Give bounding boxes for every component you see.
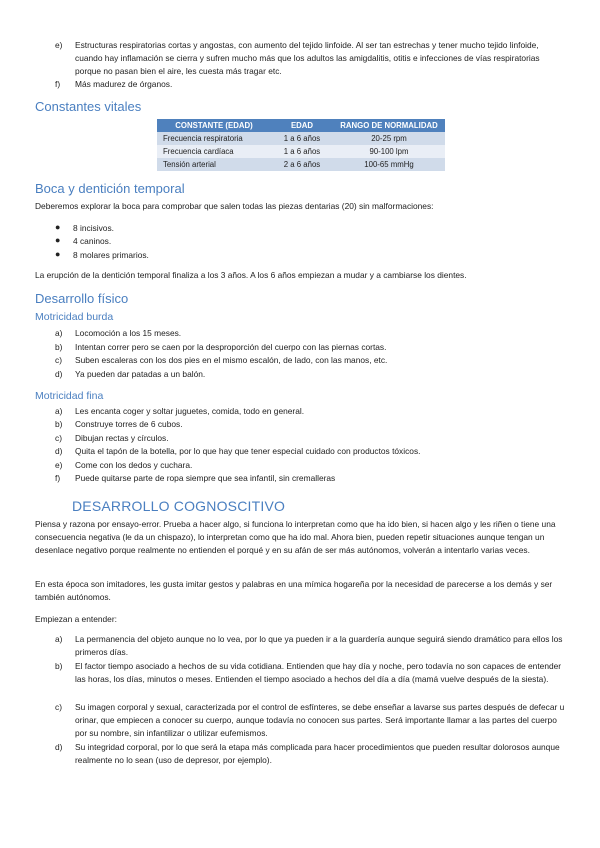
- bullet-icon: ●: [55, 222, 61, 232]
- paragraph: Piensa y razona por ensayo-error. Prueba a hacer algo, si funciona lo interpretan como que ha ido bien, si hacen algo y les riñen o tiene una consecuencia negativa (le da un chispazo), lo interpretan como que ha ido mal. Ahora bien, pueden repetir situaciones aunque tengan un desenlace negativo porque realmente no entienden el porqué y en su afán de ser más autónomos, volverán a intentarlo varias veces.: [35, 519, 556, 555]
- list-item: Suben escaleras con los dos pies en el mismo escalón, de lado, con las manos, etc.: [75, 355, 388, 365]
- section-heading-desarrollo: Desarrollo físico: [35, 291, 129, 306]
- table-cell: 1 a 6 años: [271, 132, 333, 145]
- list-item: Estructuras respiratorias cortas y angostas, con aumento del tejido linfoide. Al ser tan estrechas y tener mucho tejido linfoide, cuando hay inflamación se cierra y sufren mucho más que los adultos las amigdalitis, otitis e infecciones de vías respiratorias porque no pasan bien el aire, les cuesta más tragar etc.: [75, 40, 540, 76]
- list-letter: e): [55, 40, 63, 50]
- list-item: 8 incisivos.: [73, 223, 114, 233]
- bullet-icon: ●: [55, 235, 61, 245]
- list-item: Dibujan rectas y círculos.: [75, 433, 169, 443]
- paragraph: Deberemos explorar la boca para comprobar que salen todas las piezas dentarias (20) sin malformaciones:: [35, 201, 434, 211]
- bullet-icon: ●: [55, 249, 61, 259]
- list-item: Les encanta coger y soltar juguetes, comida, todo en general.: [75, 406, 305, 416]
- list-item: 8 molares primarios.: [73, 250, 149, 260]
- table-cell: 1 a 6 años: [271, 145, 333, 158]
- paragraph-lead: Empiezan a entender:: [35, 614, 117, 624]
- table-cell: Frecuencia cardíaca: [157, 145, 271, 158]
- list-item: Ya pueden dar patadas a un balón.: [75, 369, 206, 379]
- table-header-cell: EDAD: [271, 119, 333, 132]
- list-item: Puede quitarse parte de ropa siempre que sea infantil, sin cremalleras: [75, 473, 336, 483]
- list-letter: d): [55, 369, 63, 379]
- section-heading-cognitivo: DESARROLLO COGNOSCITIVO: [72, 498, 286, 514]
- list-item: Intentan correr pero se caen por la desproporción del cuerpo con las piernas cortas.: [75, 342, 387, 352]
- list-letter: b): [55, 661, 63, 671]
- table-cell: Tensión arterial: [157, 158, 271, 171]
- table-header-row: [157, 119, 445, 132]
- list-letter: d): [55, 742, 63, 752]
- list-letter: a): [55, 406, 63, 416]
- table-row: [157, 145, 445, 158]
- section-heading-boca: Boca y dentición temporal: [35, 181, 185, 196]
- list-letter: b): [55, 419, 63, 429]
- list-letter: c): [55, 702, 62, 712]
- list-letter: e): [55, 460, 63, 470]
- table-row: [157, 158, 445, 171]
- list-item: Construye torres de 6 cubos.: [75, 419, 183, 429]
- list-item: Más madurez de órganos.: [75, 79, 173, 89]
- table-cell: 90-100 lpm: [333, 145, 445, 158]
- list-item: El factor tiempo asociado a hechos de su vida cotidiana. Entienden que hay día y noche, pero todavía no son capaces de entender las horas, los días, minutos o meses. Entienden el tiempo asociado a hechos del día a día (mamá vuelve después de la siesta).: [75, 661, 562, 684]
- paragraph: La erupción de la dentición temporal finaliza a los 3 años. A los 6 años empiezan a mudar y a cambiarse los dientes.: [35, 270, 467, 280]
- list-letter: f): [55, 473, 61, 483]
- list-letter: f): [55, 79, 61, 89]
- vitals-table: [157, 119, 445, 171]
- table-cell: 20-25 rpm: [333, 132, 445, 145]
- list-letter: d): [55, 446, 63, 456]
- paragraph: En esta época son imitadores, les gusta imitar gestos y palabras en una mímica hogareña por la necesidad de parecerse a los demás y ser también autónomos.: [35, 579, 553, 602]
- table-cell: Frecuencia respiratoria: [157, 132, 271, 145]
- list-letter: c): [55, 433, 62, 443]
- subheading-fina: Motricidad fina: [35, 390, 104, 402]
- list-letter: a): [55, 328, 63, 338]
- table-header-cell: RANGO DE NORMALIDAD: [333, 119, 445, 132]
- list-item: Su imagen corporal y sexual, caracterizada por el control de esfínteres, se debe enseñar a lavarse sus partes después de defecar u orinar, que empiecen a conocer su cuerpo, aunque todavía no conocen sus partes. Será importante llamar a las partes del cuerpo por su nombre, sin infantilizar o utilizar eufemismos.: [75, 702, 565, 738]
- table-cell: 100-65 mmHg: [333, 158, 445, 171]
- list-item: Come con los dedos y cuchara.: [75, 460, 193, 470]
- list-letter: c): [55, 355, 62, 365]
- list-letter: b): [55, 342, 63, 352]
- list-item: La permanencia del objeto aunque no lo vea, por lo que ya pueden ir a la guardería aunque seguirá siendo dramático para ellos los primeros días.: [75, 634, 563, 657]
- table-cell: 2 a 6 años: [271, 158, 333, 171]
- table-row: [157, 132, 445, 145]
- section-heading-constantes: Constantes vitales: [35, 99, 142, 114]
- list-letter: a): [55, 634, 63, 644]
- list-item: Locomoción a los 15 meses.: [75, 328, 182, 338]
- list-item: Quita el tapón de la botella, por lo que hay que tener especial cuidado con productos tóxicos.: [75, 446, 421, 456]
- list-item: 4 caninos.: [73, 236, 112, 246]
- subheading-burda: Motricidad burda: [35, 311, 114, 323]
- table-header-cell: CONSTANTE (EDAD): [157, 119, 271, 132]
- list-item: Su integridad corporal, por lo que será la etapa más complicada para hacer procedimientos que pueden resultar dolorosos aunque realmente no lo sean (uso de depresor, por ejemplo).: [75, 742, 560, 765]
